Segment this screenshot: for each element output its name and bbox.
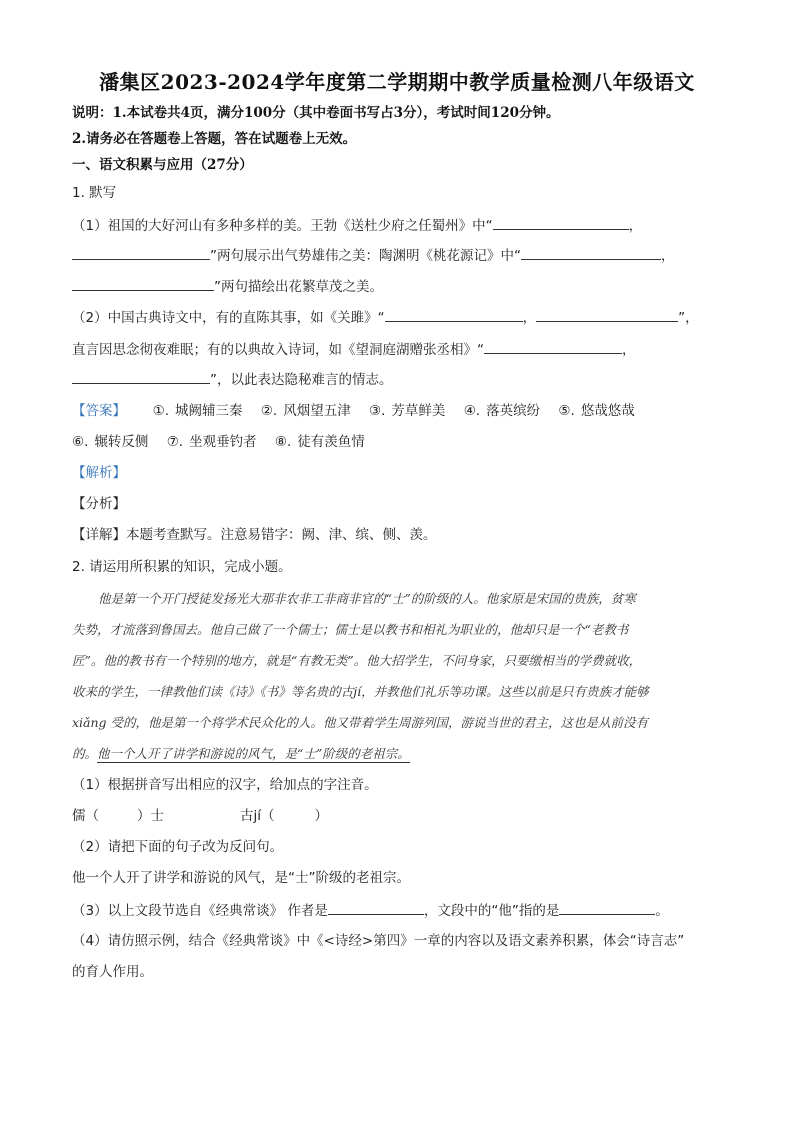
question-2-title: 2. 请运用所积累的知识，完成小题。 xyxy=(72,559,292,575)
q2-text: 古jí（ xyxy=(240,808,275,824)
answer-blank[interactable] xyxy=(484,339,622,354)
passage-line: 匠”。他的教书有一个特别的地方，就是“有教无类”。他大招学生，不问身家，只要缴相当的学费就收， xyxy=(72,653,642,668)
q1-text: ， xyxy=(622,342,636,358)
q1-text: 直言因思念彻夜难眠；有的以典故入诗词，如《望洞庭湖赠张丞相》“ xyxy=(72,342,484,358)
q1-part2-line2 xyxy=(72,339,636,360)
passage-line: xiǎng 受的，他是第一个将学术民众化的人。他又带着学生周游列国，游说当世的君主，这也是从前没有 xyxy=(72,715,649,730)
answer-blank[interactable] xyxy=(72,369,210,384)
q1-text: （2）中国古典诗文中，有的直陈其事，如《关雎》“ xyxy=(72,310,385,326)
q1-part2-line3 xyxy=(72,369,393,390)
answer-label: 【答案】 xyxy=(72,403,126,419)
answer-blank[interactable] xyxy=(72,245,210,260)
reading-passage xyxy=(72,583,722,769)
q2-text: 儒（ xyxy=(72,808,99,824)
q2-text: （3）以上文段节选自《经典常谈》 作者是 xyxy=(72,903,328,919)
passage-line: 失势，才流落到鲁国去。他自己做了一个儒士；儒士是以教书和相礼为职业的，他却只是一个“老教书 xyxy=(72,622,629,637)
q2-sub4-line2: 的育人作用。 xyxy=(72,964,153,980)
q1-text: ， xyxy=(628,218,643,234)
instructions-line-1: 说明：1.本试卷共4页，满分100分（其中卷面书写占3分），考试时间120分钟。 xyxy=(72,105,560,121)
q1-part2-line1 xyxy=(72,307,699,328)
q2-sub4-line1: （4）请仿照示例，结合《经典常谈》中《<诗经>第四》一章的内容以及语文素养积累，体会“诗言志” xyxy=(72,933,685,949)
answer-item: ④. 落英缤纷 xyxy=(463,403,541,419)
answer-item: ⑧. 徒有羡鱼情 xyxy=(274,434,365,450)
passage-line: 收来的学生，一律教他们读《诗》《书》等名贵的古jí，并教他们礼乐等功课。这些以前是只有贵族才能够 xyxy=(72,684,649,699)
q2-sub2: （2）请把下面的句子改为反问句。 xyxy=(72,839,284,855)
answer-item: ⑦. 坐观垂钓者 xyxy=(166,434,257,450)
fenxi-label: 【分析】 xyxy=(72,496,126,512)
q1-text: ， xyxy=(661,248,675,264)
page-title: 潘集区2023-2024学年度第二学期期中教学质量检测八年级语文 xyxy=(99,70,695,94)
q1-part1-line2 xyxy=(72,245,675,266)
xiangjie-text: 【详解】本题考查默写。注意易错字：阙、津、缤、侧、羡。 xyxy=(72,527,437,543)
underlined-sentence: 他一个人开了讲学和游说的风气，是“士”阶级的老祖宗。 xyxy=(97,746,410,761)
q2-text: 。 xyxy=(655,903,669,919)
answer-item: ①. 城阙辅三秦 xyxy=(152,403,243,419)
q2-text: ） xyxy=(314,808,329,824)
answer-blank[interactable] xyxy=(328,900,424,915)
answer-item: ③. 芳草鲜美 xyxy=(369,403,446,419)
q2-sub1-fields xyxy=(72,806,328,826)
answer-blank[interactable] xyxy=(493,215,629,230)
q2-sub2-sentence: 他一个人开了讲学和游说的风气，是“士”阶级的老祖宗。 xyxy=(72,870,410,886)
answer-item: ⑥. 辗转反侧 xyxy=(72,434,149,450)
q1-text: （1）祖国的大好河山有多种多样的美。王勃《送杜少府之任蜀州》中“ xyxy=(72,218,493,234)
section-heading: 一、语文积累与应用（27分） xyxy=(72,157,253,173)
answer-blank[interactable] xyxy=(536,307,678,322)
passage-line-last xyxy=(72,738,722,769)
answer-item: ⑤. 悠哉悠哉 xyxy=(558,403,635,419)
q1-text: ”，以此表达隐秘难言的情志。 xyxy=(210,372,393,388)
jiexi-label: 【解析】 xyxy=(72,465,126,481)
answer-blank[interactable] xyxy=(559,900,655,915)
answer-item: ②. 风烟望五津 xyxy=(260,403,351,419)
q1-part1-line1 xyxy=(72,215,642,236)
answer-row-2 xyxy=(72,432,379,452)
q2-text: ，文段中的“他”指的是 xyxy=(423,903,560,919)
q2-sub3 xyxy=(72,900,669,921)
q1-part1-line3 xyxy=(72,276,383,297)
passage-line: 他是第一个开门授徒发扬光大那非农非工非商非官的“士”的阶级的人。他家原是宋国的贵族，贫寒 xyxy=(98,591,636,606)
passage-text: 的。 xyxy=(72,746,98,761)
q1-text: ”两句展示出气势雄伟之美：陶渊明《桃花源记》中“ xyxy=(210,248,521,264)
q1-text: ， xyxy=(522,310,537,326)
q2-text: ）士 xyxy=(137,808,164,824)
q1-text: ”， xyxy=(678,310,699,326)
q2-sub1: （1）根据拼音写出相应的汉字，给加点的字注音。 xyxy=(72,777,378,793)
answer-blank[interactable] xyxy=(385,307,523,322)
answer-blank[interactable] xyxy=(72,276,214,291)
question-1-title: 1. 默写 xyxy=(72,185,117,201)
answer-blank[interactable] xyxy=(521,245,661,260)
answer-row-1 xyxy=(72,401,649,421)
instructions-line-2: 2.请务必在答题卷上答题，答在试题卷上无效。 xyxy=(72,131,357,147)
q1-text: ”两句描绘出花繁草茂之美。 xyxy=(214,279,383,295)
